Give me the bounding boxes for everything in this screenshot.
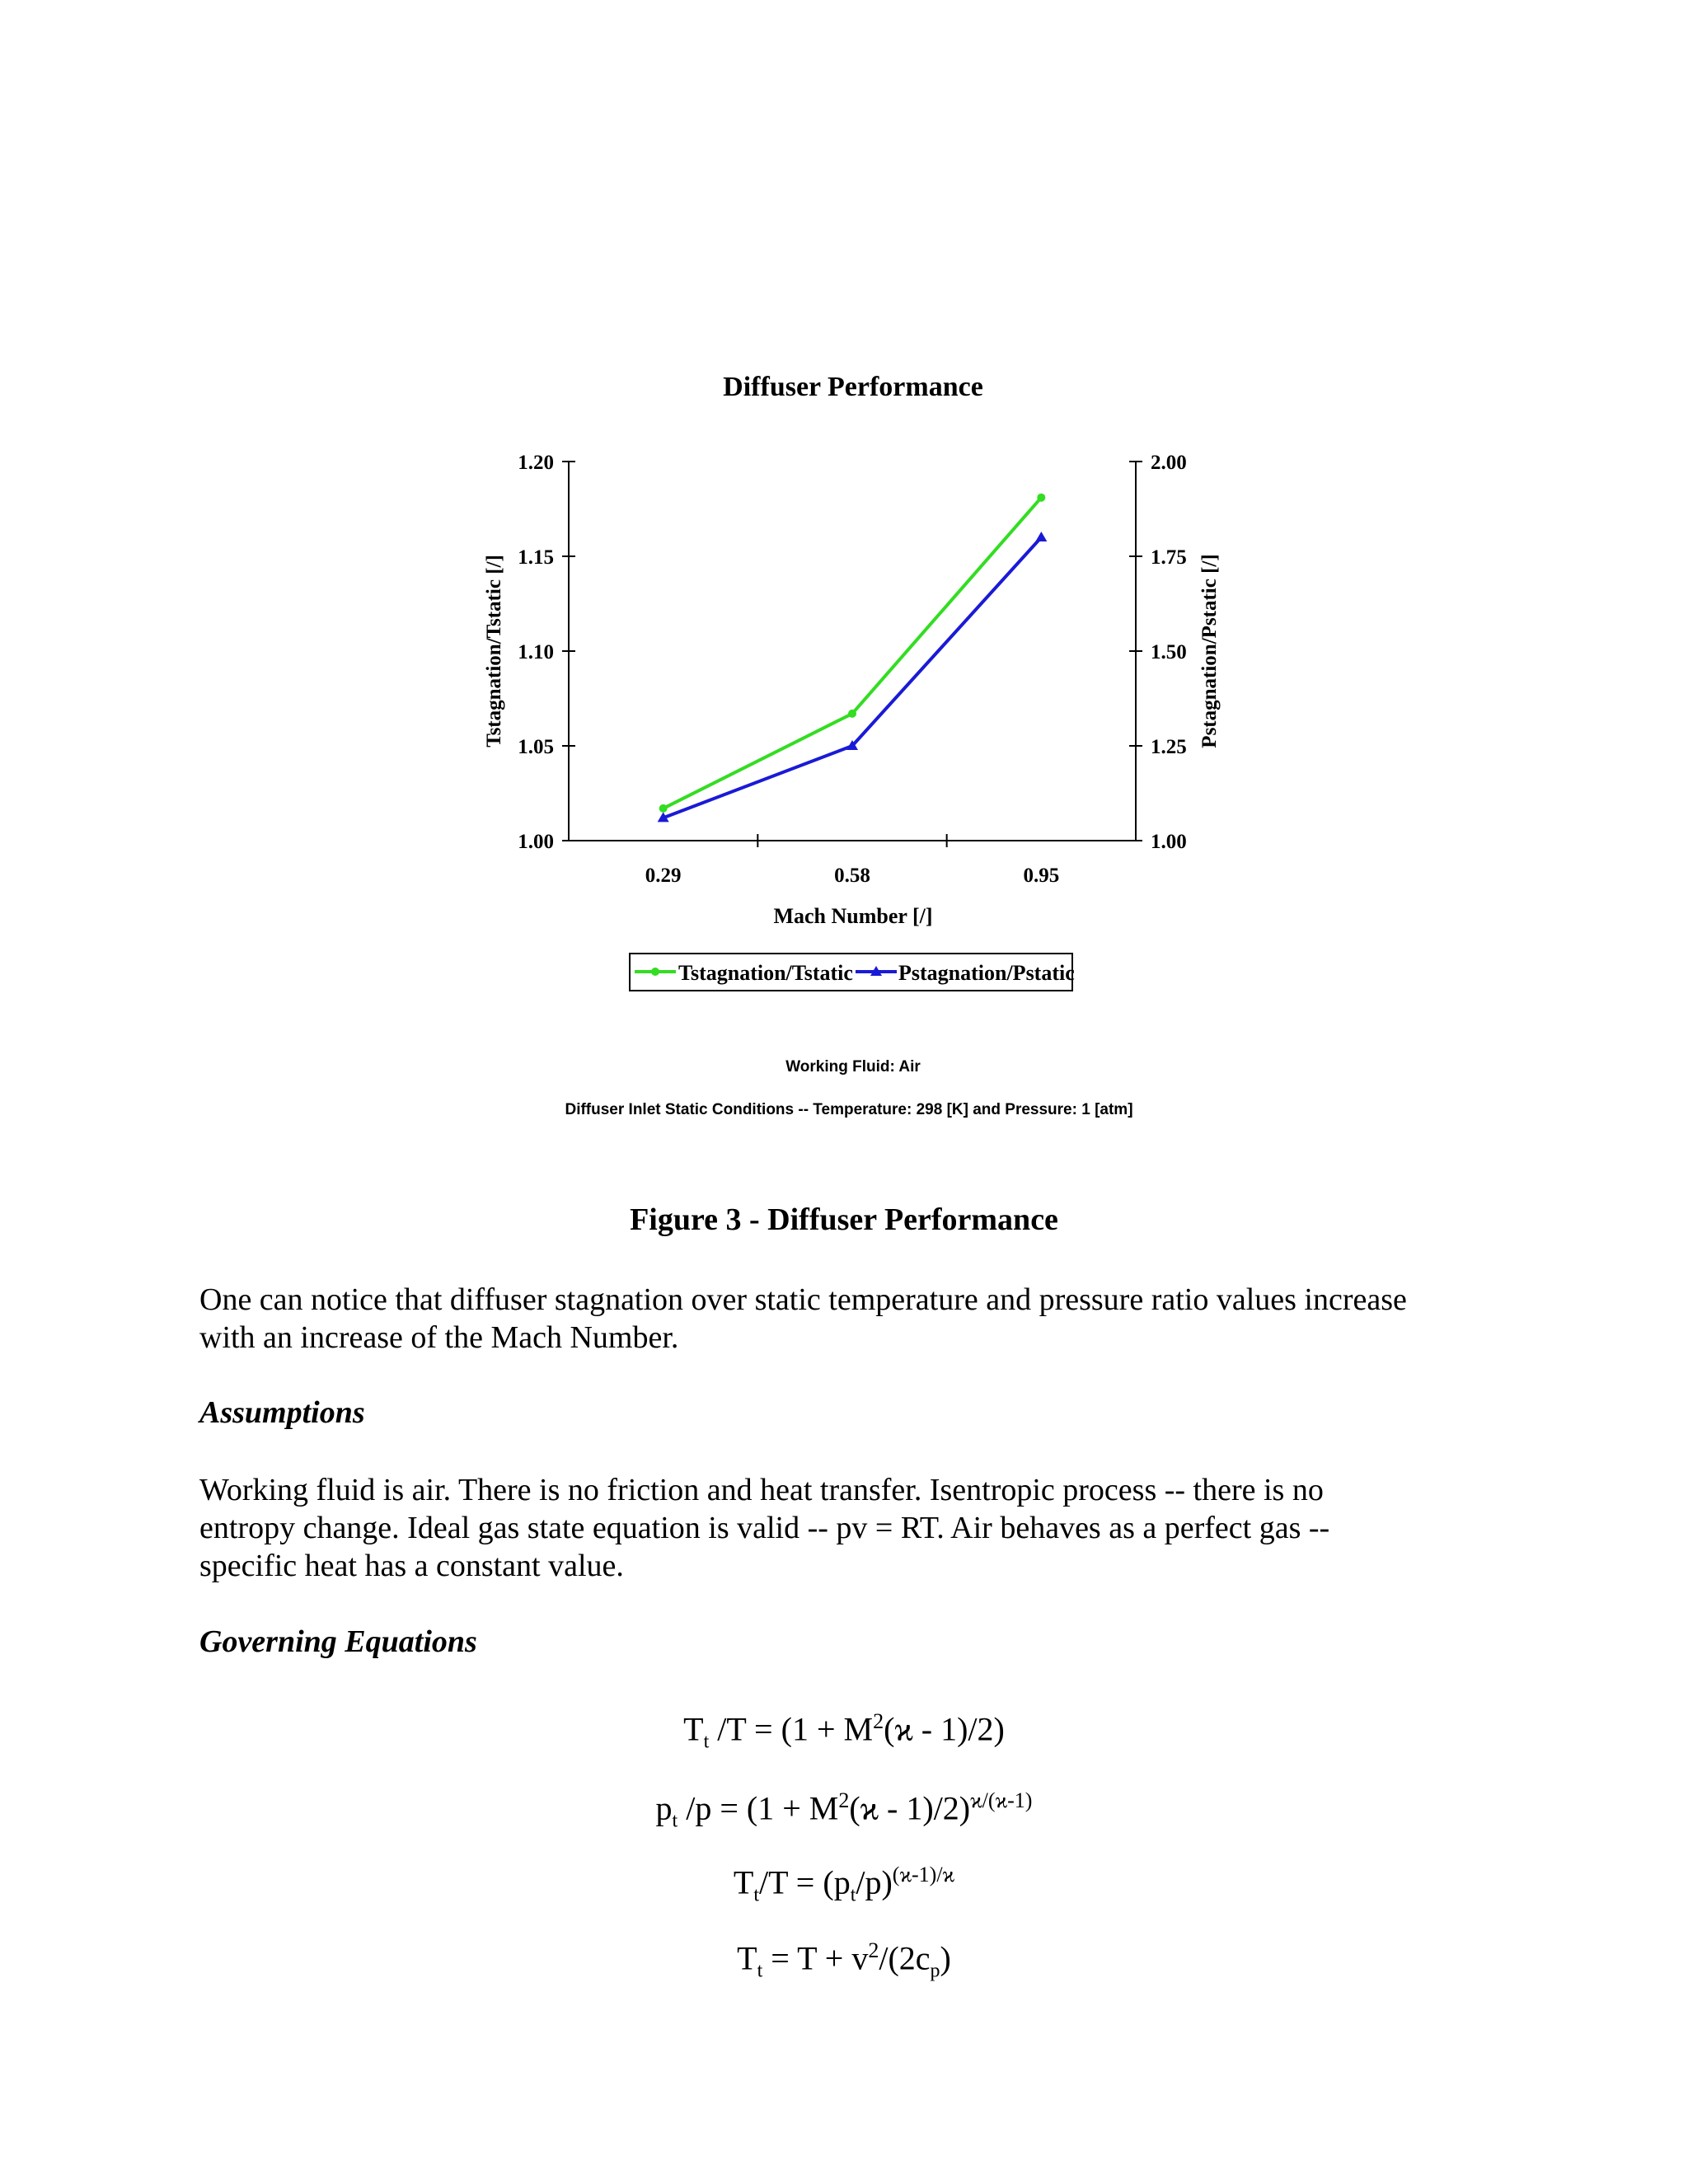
y-left-tick-label: 1.10 <box>518 641 554 663</box>
series-line-p <box>663 537 1042 818</box>
paragraph-line: One can notice that diffuser stagnation over static temperature and pressure ratio values increase <box>199 1282 1407 1317</box>
paragraph-line: specific heat has a constant value. <box>199 1549 624 1583</box>
data-point-t <box>1037 494 1045 502</box>
x-tick-label: 0.29 <box>645 865 682 887</box>
chart-legend <box>630 954 1075 991</box>
equation-isentropic-relation: $T_t/T = (p_t/p)^{(ϰ-1)/ϰ}$ <box>733 1863 955 1906</box>
x-axis-label: Mach Number [/] <box>773 904 933 928</box>
working-fluid-note: Working Fluid: Air <box>785 1058 921 1076</box>
paragraph-line: Working fluid is air. There is no friction and heat transfer. Isentropic process -- there is no <box>199 1473 1324 1507</box>
y-axis-right-label: Pstagnation/Pstatic [/] <box>1198 554 1221 748</box>
legend-label-p: Pstagnation/Pstatic <box>898 961 1075 985</box>
y-right-tick-label: 1.00 <box>1151 831 1187 853</box>
y-left-tick-label: 1.05 <box>518 736 554 758</box>
chart-title: Diffuser Performance <box>723 372 983 402</box>
y-left-tick-label: 1.00 <box>518 831 554 853</box>
legend-label-t: Tstagnation/Tstatic <box>678 961 853 985</box>
data-point-t <box>848 710 856 718</box>
paragraph-observation <box>199 1281 1518 1357</box>
equation-stagnation-temperature: $T_t = T + v^2/(2c_p)$ <box>737 1938 951 1982</box>
y-left-tick-label: 1.15 <box>518 546 554 569</box>
y-right-tick-label: 1.75 <box>1151 546 1187 569</box>
heading-assumptions: Assumptions <box>199 1395 365 1430</box>
heading-governing-equations: Governing Equations <box>199 1624 477 1659</box>
legend-marker-t <box>651 968 659 976</box>
y-right-tick-label: 2.00 <box>1151 452 1187 474</box>
y-left-tick-label: 1.20 <box>518 452 554 474</box>
x-tick-label: 0.58 <box>834 865 870 887</box>
y-right-tick-label: 1.25 <box>1151 736 1187 758</box>
paragraph-line: entropy change. Ideal gas state equation is valid -- pv = RT. Air behaves as a perfect gas -- <box>199 1511 1330 1545</box>
equation-pressure-ratio: $p_t$ $/p = (1 + M^2(ϰ - 1)/2)^{ϰ/(ϰ-1)}$ <box>655 1788 1033 1832</box>
y-axis-left-label: Tstagnation/Tstatic [/] <box>483 555 505 748</box>
equation-temperature-ratio: $T_t$ $/T = (1 + M^2(ϰ - 1)/2)$ <box>683 1709 1005 1753</box>
chart-axes <box>518 452 1187 887</box>
paragraph-line: with an increase of the Mach Number. <box>199 1320 679 1355</box>
figure-caption: Figure 3 - Diffuser Performance <box>630 1202 1058 1237</box>
paragraph-assumptions <box>199 1471 1518 1585</box>
chart-series <box>658 494 1048 823</box>
data-point-p <box>1035 532 1047 541</box>
data-point-t <box>659 804 668 813</box>
x-tick-label: 0.95 <box>1023 865 1060 887</box>
series-line-t <box>663 498 1042 808</box>
inlet-conditions-note: Diffuser Inlet Static Conditions -- Temperature: 298 [K] and Pressure: 1 [atm] <box>565 1101 1133 1118</box>
y-right-tick-label: 1.50 <box>1151 641 1187 663</box>
